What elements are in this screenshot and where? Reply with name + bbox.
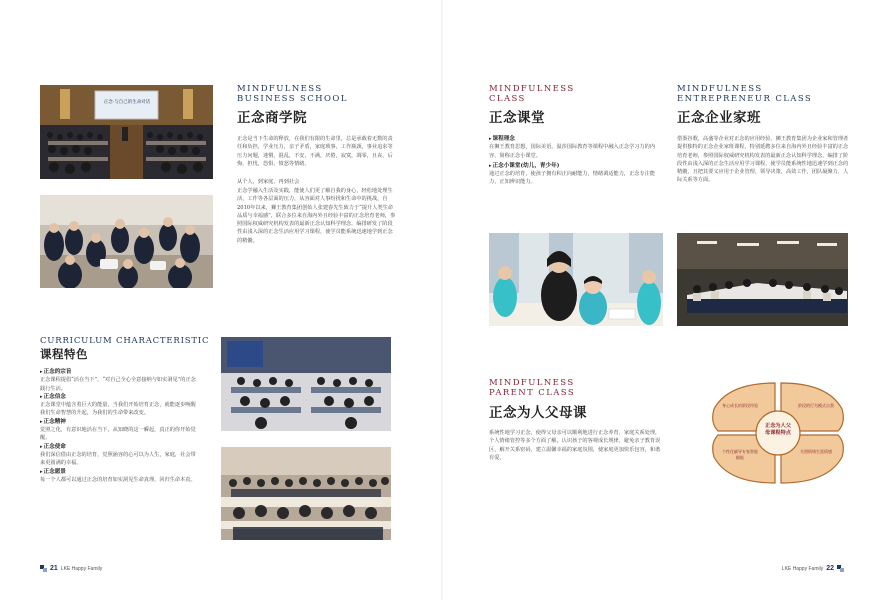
- curriculum-list: [40, 368, 198, 484]
- petal-label: 个性化辅导专家智能赋能: [722, 449, 758, 460]
- curriculum-item-head: ▸ 正念的宗旨: [40, 368, 198, 376]
- curriculum-item-text: 每一个人都可以通过正念的培育如实洞见生命真理，回归生命本真。: [40, 476, 196, 483]
- class-en-title: MINDFULNESS CLASS: [489, 84, 575, 104]
- diagram-center-label: 正念为人父母课程特点: [765, 423, 791, 436]
- curriculum-item-head: ▸ 正念精神: [40, 418, 198, 426]
- curriculum-item-text: 正念课堂中蕴含着巨大的能量，当我们开始培育正念，就能逐步唤醒我们生命智慧的升起，为我们的生命带来改变。: [40, 402, 196, 417]
- right-page-number: 22: [826, 565, 834, 572]
- entrepreneur-en-title: MINDFULNESS ENTREPRENEUR CLASS: [677, 84, 813, 104]
- business-school-zh-title: 正念商学院: [237, 110, 307, 126]
- class-list: [489, 135, 664, 187]
- left-page-number: 21: [50, 565, 58, 572]
- curriculum-item-head: ▸ 正念愿景: [40, 468, 198, 476]
- curriculum-item-text: 正念课程提倡“活在当下”，“对自己全心全意接纳与如实洞见”的正念践行生活。: [40, 377, 196, 392]
- page-gutter: [441, 0, 443, 600]
- petal-label: 阶段的行为模式自我: [798, 403, 834, 408]
- boardroom-illustration: [677, 233, 848, 326]
- curriculum-item-head: ▸ 正念信念: [40, 393, 198, 401]
- right-footer-label: LKE Happy Family: [781, 565, 824, 572]
- left-page-footer: [40, 565, 102, 572]
- seminar-illustration: [221, 447, 391, 540]
- parent-text: 系统性地学习正念，使得父母亲可以顺利地进行正念养育，家庭关系处理，个人情绪管控等多个方面了解，认识孩子的客观成长规律，避免亲子教育误区，解开关系密码，建立温馨幸福的家庭氛围，使家庭更加快乐包容，和谐有爱。: [489, 430, 661, 461]
- business-school-paragraph-1: 正念是当下生命的释放，在我们有限的生命里，总是承载着无数的责任和负担，学业压力，亲子矛盾，家庭琐事，工作瓶颈，事业追求等压力问题，迷惘，混乱，不安，不满，厌倦，寂寞，凋零，且丧，后悔，担忧，恐惧，愤怒等情绪。: [237, 136, 393, 167]
- left-footer-label: LKE Happy Family: [60, 565, 103, 572]
- kids-class-illustration: [489, 233, 663, 326]
- class-item-head: ▸ 课程理念: [489, 135, 664, 143]
- photo-kids-class: [489, 233, 663, 326]
- parent-zh-title: 正念为人父母课: [489, 405, 587, 421]
- petal-label: 身心成长的阶段经验: [722, 403, 758, 408]
- photo-boardroom: [677, 233, 848, 326]
- conference-room-illustration: [221, 337, 391, 431]
- curriculum-item: [40, 418, 198, 443]
- curriculum-item: [40, 443, 198, 468]
- class-item: [489, 162, 664, 187]
- class-item: [489, 135, 664, 160]
- photo-group-session: [40, 195, 213, 288]
- group-session-illustration: [40, 195, 213, 288]
- photo-lecture-hall: [40, 85, 213, 179]
- right-page-footer: [782, 565, 844, 572]
- entrepreneur-zh-title: 正念企业家班: [677, 110, 761, 126]
- curriculum-item: [40, 393, 198, 418]
- business-school-paragraph-2: 从个人，到家庭，再到社会: [237, 179, 300, 185]
- photo-seminar: [221, 447, 391, 540]
- curriculum-zh-title: 课程特色: [40, 347, 88, 361]
- petal-label: 关照情绪生涯情感: [800, 449, 832, 454]
- business-school-en-title: MINDFULNESS BUSINESS SCHOOL: [237, 84, 348, 104]
- parent-class-features-diagram: [708, 379, 848, 487]
- class-item-text: 在狮王教育思想，国际美语，温莎国际教育等课程中融入正念学习力的内容，简称正念小课堂。: [489, 144, 656, 159]
- curriculum-item-head: ▸ 正念使命: [40, 443, 198, 451]
- parent-en-title: MINDFULNESS PARENT CLASS: [489, 378, 576, 398]
- class-item-text: 通过正念的培育，使孩子拥有积正向耐能力，情绪调适能力，正念专注能力，正知辨识能力。: [489, 171, 656, 186]
- curriculum-item: [40, 468, 198, 485]
- page-corner-icon: [837, 565, 844, 572]
- curriculum-item: [40, 368, 198, 393]
- curriculum-item-text: 我们深信借由正念的培育，觉照涵容的心可以为人生，家庭，社会带来更圆满的幸福。: [40, 451, 196, 467]
- curriculum-item-text: 觉照之化，有意识地活在当下，从知晓的这一瞬起，真正的你开始觉醒。: [40, 427, 196, 442]
- page-corner-icon: [40, 565, 47, 572]
- photo-conference-room: [221, 337, 391, 431]
- class-zh-title: 正念课堂: [489, 110, 545, 126]
- business-school-paragraph-3: 正念学融入生活及实践，能使人们更了解自我的身心，轻松地处理生活，工作等各层面的压力，从容面对人事纷扰和生命中的挑战，自2010年以来，狮王教育集团创始人张建春先生致力于“提升人类生命品质与幸福感”，联合多位来自海内外且经验丰富的正念培育老师，参照国际权威研究机构发表的最新正念认知科学理念，编排研发了阶段性由浅入深的正念生活应用学习课程，使学员能系统迅速地学到正念的精髓。: [237, 188, 396, 244]
- curriculum-en-title: CURRICULUM CHARACTERISTIC: [40, 336, 210, 346]
- screen-caption: 正念·与自己的生命对话: [103, 100, 151, 105]
- entrepreneur-text: 借鉴谷歌，高盛等企业对正念的应用经验，狮王教育集团为企业家和管理者提供独特的正念企业家班课程，特别延聘多位来自海内外且经验丰富的正念培育老师，参照国际权威研究机构发表的最新正念认知科学理念，编排了阶段性由浅入深的正念生活应用学习课程，使学员能系统性地迅速学到正念的精髓，且把其要义应用于企业管理，领导决策，高效工作，团队凝聚力，人际关系等方面。: [677, 136, 849, 184]
- class-item-head: ▸ 正念小课堂(幼儿，青少年): [489, 162, 664, 170]
